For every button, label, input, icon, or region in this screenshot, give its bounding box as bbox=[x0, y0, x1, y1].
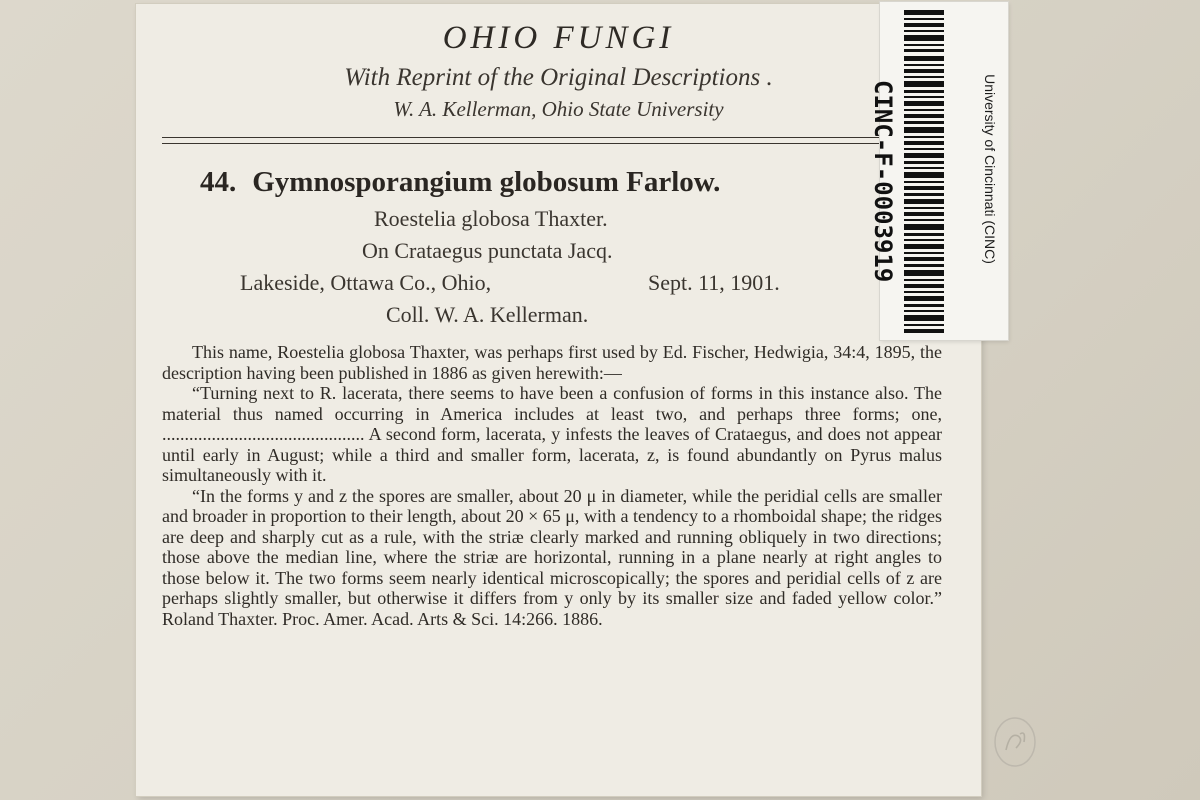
description-paragraph: “Turning next to R. lacerata, there seems to have been a confusion of forms in this instance also. The material thus named occurring in America includes at least two, and perhaps three forms; one, ............................................. A second form, lacerata, y infests the leaves of Crataegus, and does not appear until early in August; while a third and smaller form, lacerata, z, is found abundantly on Pyrus malus simultaneously with it. bbox=[162, 383, 942, 485]
species-name: Gymnosporangium globosum Farlow. bbox=[252, 166, 721, 198]
institution-name: University of Cincinnati (CINC) bbox=[982, 74, 998, 264]
header-rule-top bbox=[162, 137, 967, 138]
specimen-label bbox=[136, 4, 981, 796]
specimen-number: 44. bbox=[200, 166, 237, 198]
host: On Crataegus punctata Jacq. bbox=[362, 238, 613, 263]
species-heading bbox=[200, 166, 720, 199]
series-subtitle: With Reprint of the Original Descriptions . bbox=[344, 64, 773, 91]
barcode-graphic bbox=[904, 6, 944, 336]
catalog-number: CINC-F-0003919 bbox=[869, 80, 897, 283]
pencil-annotation bbox=[990, 712, 1040, 772]
collector: Coll. W. A. Kellerman. bbox=[386, 302, 589, 327]
label-header bbox=[136, 4, 981, 132]
locality: Lakeside, Ottawa Co., Ohio, bbox=[240, 270, 492, 295]
synonym: Roestelia globosa Thaxter. bbox=[374, 206, 608, 231]
collection-date: Sept. 11, 1901. bbox=[648, 270, 780, 295]
series-title: OHIO FUNGI bbox=[442, 20, 675, 56]
header-rule-bottom bbox=[162, 143, 967, 144]
description-paragraph: “In the forms y and z the spores are smaller, about 20 μ in diameter, while the peridial cells are smaller and broader in proportion to their length, about 20 × 65 μ, with a tendency to a rhomboidal shape; the ridges are deep and sharply cut as a rule, with the striæ clearly marked and running obliquely in two directions; those above the median line, where the striæ are horizontal, running in a plane nearly at right angles to those below it. The two forms seem nearly identical microscopically; the spores and peridial cells of z are perhaps slightly smaller, but otherwise it differs from y only by its smaller size and faded yellow color.” Roland Thaxter. Proc. Amer. Acad. Arts & Sci. 14:266. 1886. bbox=[162, 485, 942, 629]
description-paragraph: This name, Roestelia globosa Thaxter, was perhaps first used by Ed. Fischer, Hedwigia, 34:4, 1895, the description having been published in 1886 as given herewith:— bbox=[162, 342, 942, 383]
series-author: W. A. Kellerman, Ohio State University bbox=[393, 97, 724, 121]
original-description bbox=[162, 342, 942, 629]
